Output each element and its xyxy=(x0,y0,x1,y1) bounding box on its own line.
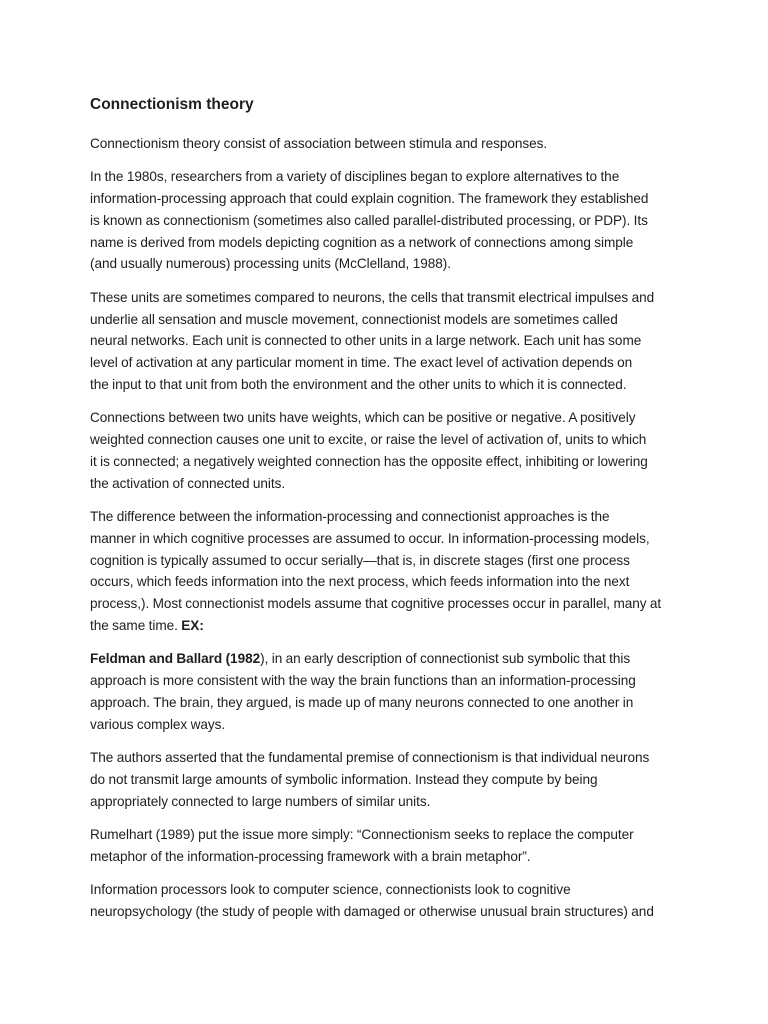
text-line: weighted connection causes one unit to excite, or raise the level of activation of, units to which xyxy=(90,432,647,448)
paragraph-authors xyxy=(90,747,686,812)
text-line: do not transmit large amounts of symbolic information. Instead they compute by being xyxy=(90,771,598,787)
paragraph-information-processors xyxy=(90,879,686,923)
text-run: the same time. xyxy=(90,617,182,633)
text-line: the input to that unit from both the environment and the other units to which it is connected. xyxy=(90,376,627,392)
text-line: the activation of connected units. xyxy=(90,475,286,491)
text-line: it is connected; a negatively weighted connection has the opposite effect, inhibiting or lowering xyxy=(90,453,648,469)
text-line: various complex ways. xyxy=(90,716,226,732)
text-line: In the 1980s, researchers from a variety of disciplines began to explore alternatives to the xyxy=(90,169,620,185)
citation-feldman-ballard: Feldman and Ballard (1982 xyxy=(90,651,261,667)
text-line: The difference between the information-processing and connectionist approaches is the xyxy=(90,508,610,524)
paragraph-1980s xyxy=(90,166,686,275)
document-title: Connectionism theory xyxy=(90,96,254,113)
text-line: (and usually numerous) processing units (McClelland, 1988). xyxy=(90,256,451,272)
text-line: neuropsychology (the study of people with damaged or otherwise unusual brain structures) and xyxy=(90,903,654,919)
text-line: Rumelhart (1989) put the issue more simply: “Connectionism seeks to replace the computer xyxy=(90,826,634,842)
document-page xyxy=(90,94,686,934)
paragraph-units xyxy=(90,287,686,396)
text-line: These units are sometimes compared to neurons, the cells that transmit electrical impulses and xyxy=(90,289,655,305)
paragraph-rumelhart xyxy=(90,824,686,868)
paragraph-weights xyxy=(90,407,686,494)
text-line: is known as connectionism (sometimes also called parallel-distributed processing, or PDP). Its xyxy=(90,212,648,228)
text-line: Connections between two units have weights, which can be positive or negative. A positively xyxy=(90,410,636,426)
text-run: ), in an early description of connectionist sub symbolic that this xyxy=(260,651,631,667)
text-line xyxy=(90,615,686,637)
text-line: process,). Most connectionist models assume that cognitive processes occur in parallel, many at xyxy=(90,596,662,612)
text-line: approach. The brain, they argued, is made up of many neurons connected to one another in xyxy=(90,694,634,710)
text-line: The authors asserted that the fundamental premise of connectionism is that individual neurons xyxy=(90,749,650,765)
text-line: underlie all sensation and muscle movement, connectionist models are sometimes called xyxy=(90,311,618,327)
paragraph-difference xyxy=(90,506,686,637)
text-line: approach is more consistent with the way the brain functions than an information-processing xyxy=(90,673,636,689)
text-line: manner in which cognitive processes are assumed to occur. In information-processing models, xyxy=(90,530,650,546)
paragraph-intro xyxy=(90,133,686,155)
text-line: occurs, which feeds information into the next process, which feeds information into the next xyxy=(90,574,630,590)
text-line: level of activation at any particular moment in time. The exact level of activation depends on xyxy=(90,355,633,371)
text-line xyxy=(90,648,686,670)
paragraph-feldman-ballard xyxy=(90,648,686,735)
text-line: cognition is typically assumed to occur serially—that is, in discrete stages (first one process xyxy=(90,552,630,568)
text-line: name is derived from models depicting cognition as a network of connections among simple xyxy=(90,234,634,250)
text-line: Information processors look to computer science, connectionists look to cognitive xyxy=(90,881,571,897)
text-line: information-processing approach that could explain cognition. The framework they established xyxy=(90,191,649,207)
text-line: metaphor of the information-processing framework with a brain metaphor”. xyxy=(90,848,531,864)
text-line: Connectionism theory consist of association between stimula and responses. xyxy=(90,136,548,151)
text-line: appropriately connected to large numbers of similar units. xyxy=(90,793,431,809)
text-line: neural networks. Each unit is connected to other units in a large network. Each unit has some xyxy=(90,333,642,349)
example-label: EX: xyxy=(181,617,204,633)
